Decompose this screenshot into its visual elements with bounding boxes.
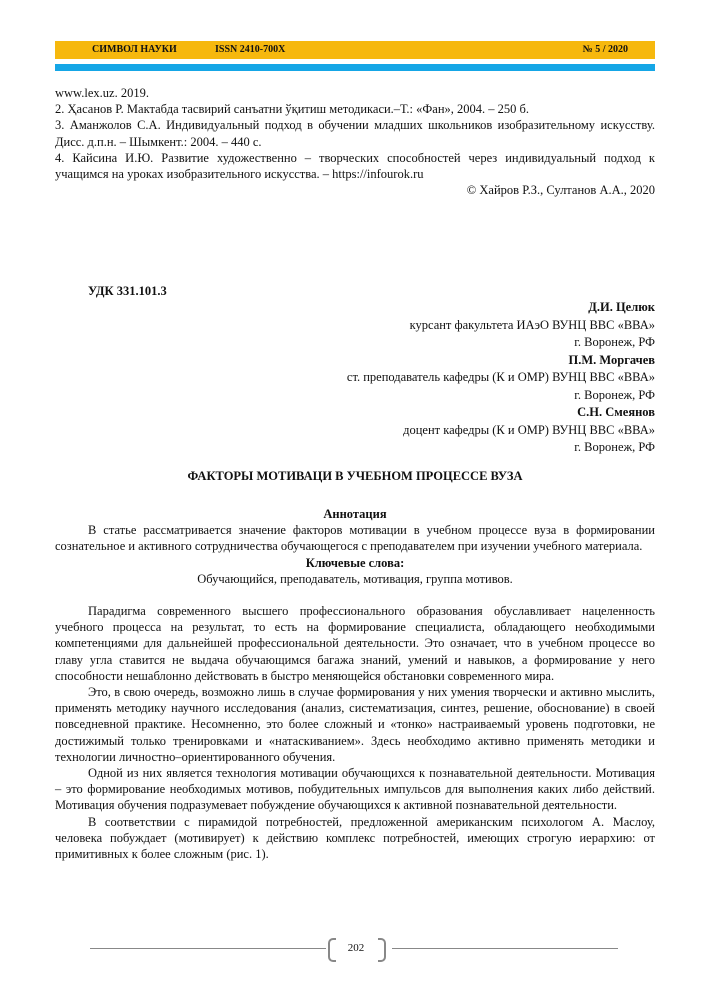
authors-block <box>55 299 655 457</box>
author-position: ст. преподаватель кафедры (К и ОМР) ВУНЦ ВВС «ВВА» <box>346 370 655 384</box>
body-paragraph: Парадигма современного высшего профессионального образования обуславливает нацеленность учебного процесса на результат, то есть на формирование специалиста, обладающего необходимыми компетенциями для дальнейшей профессиональной деятельности. Это означает, что в учебном процессе во главу угла ставится не выдача обучающимся багажа знаний, умений и навыков, а формирование у него способности нешаблонно действовать в быстро меняющейся обстановки современного мира. <box>55 604 655 683</box>
body-paragraph: В соответствии с пирамидой потребностей, предложенной американским психологом А. Маслоу, человека побуждает (мотивирует) к действию комплекс потребностей, имеющих строгую иерархию: от примитивных к более сложным (рис. 1). <box>55 814 655 862</box>
page-footer <box>90 937 618 961</box>
abstract-heading: Аннотация <box>323 507 387 521</box>
author-city: г. Воронеж, РФ <box>574 335 655 349</box>
article-title: ФАКТОРЫ МОТИВАЦИ В УЧЕБНОМ ПРОЦЕССЕ ВУЗА <box>187 469 523 483</box>
body-paragraph: Это, в свою очередь, возможно лишь в случае формирования у них умения творчески и активно мыслить, применять методику научного исследования (анализ, систематизация, синтез, решение, обоснование) в своей повседневной практике. Несомненно, это более сложный и «тонко» настраиваемый уровень подготовки, не достижимый только тренировками и «натаскиванием». Здесь необходимо активно применять методики и технологии личностно–ориентированного обучения. <box>55 685 655 764</box>
author-city: г. Воронеж, РФ <box>574 387 655 402</box>
abstract-text: В статье рассматривается значение факторов мотивации в учебном процессе вуза в формировании сознательное и активного сотрудничества обучающегося с преподавателем при изучении учебного материала. <box>55 523 655 554</box>
udk-code: УДК 331.101.3 <box>88 284 167 298</box>
author-name: С.Н. Смеянов <box>577 405 655 419</box>
author-name: Д.И. Целюк <box>588 300 655 314</box>
author-city: г. Воронеж, РФ <box>574 440 655 454</box>
author-position: доцент кафедры (К и ОМР) ВУНЦ ВВС «ВВА» <box>403 422 655 437</box>
author-name: П.М. Моргачев <box>568 352 655 367</box>
footer-bracket-left <box>328 938 336 962</box>
footer-rule-left <box>90 948 326 949</box>
journal-name: СИМВОЛ НАУКИ <box>92 44 177 55</box>
body-paragraph: Одной из них является технология мотивации обучающихся к познавательной деятельности. Мотивация – это формирование необходимых мотивов, побудительных импульсов для выполнения каких либо действий. Мотивация обучения подразумевает побуждение обучающихся к активной познавательной деятельности. <box>55 766 655 813</box>
references-section <box>55 85 655 198</box>
keywords-heading: Ключевые слова: <box>305 555 405 570</box>
footer-bracket-right <box>378 938 386 962</box>
header-divider <box>55 64 655 71</box>
journal-issn: ISSN 2410-700X <box>215 44 286 55</box>
journal-issue: № 5 / 2020 <box>582 44 628 55</box>
journal-header-bar <box>55 41 655 59</box>
reference-item: 4. Кайсина И.Ю. Развитие художественно – творческих способностей через индивидуальный подход к учащимся на уроках изобразительного искусства. – https://infourok.ru <box>55 150 655 182</box>
reference-item: 3. Аманжолов С.А. Индивидуальный подход в обучении младших школьников изобразительному искусству. Дисс. д.п.н. – Шымкент.: 2004. – 440 с. <box>55 118 655 149</box>
keywords-text: Обучающийся, преподаватель, мотивация, группа мотивов. <box>197 571 513 586</box>
author-position: курсант факультета ИАэО ВУНЦ ВВС «ВВА» <box>409 317 655 332</box>
page-number: 202 <box>347 942 365 954</box>
article-body <box>55 506 655 862</box>
footer-rule-right <box>392 948 618 949</box>
reference-item: www.lex.uz. 2019. <box>55 86 149 100</box>
copyright: © Хайров Р.З., Султанов А.А., 2020 <box>466 183 655 198</box>
reference-item: 2. Ҳасанов Р. Мактабда тасвирий санъатни ўқитиш методикаси.–Т.: «Фан», 2004. – 250 б. <box>55 102 530 117</box>
